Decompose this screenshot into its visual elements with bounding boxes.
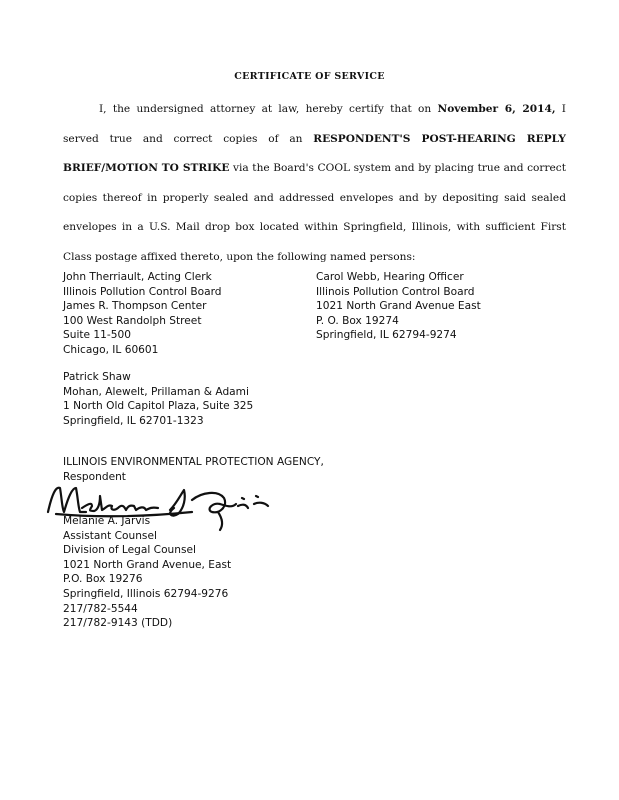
signer-city: Springfield, Illinois 62794-9276	[63, 587, 229, 600]
certificate-title: CERTIFICATE OF SERVICE	[234, 71, 385, 82]
agency-name: ILLINOIS ENVIRONMENTAL PROTECTION AGENCY,	[63, 456, 324, 468]
address-line: James R. Thompson Center	[63, 300, 207, 313]
address-line: Springfield, IL 62701-1323	[63, 414, 204, 427]
signer-name: Melanie A. Jarvis	[63, 515, 151, 527]
address-line: John Therriault, Acting Clerk	[63, 271, 212, 283]
address-line: 100 West Randolph Street	[63, 314, 202, 327]
address-line: Springfield, IL 62794-9274	[316, 329, 457, 342]
address-line: Suite 11-500	[63, 329, 131, 342]
signer-po-box: P.O. Box 19276	[63, 573, 143, 586]
address-line: Patrick Shaw	[63, 371, 131, 383]
address-line: Mohan, Alewelt, Prillaman & Adami	[63, 385, 249, 398]
recipient-counsel-address	[63, 370, 253, 428]
body-text-1: I, the undersigned attorney at law, hereby certify that on	[99, 103, 438, 115]
party-role: Respondent	[63, 470, 126, 483]
certificate-body	[63, 95, 566, 273]
signer-tdd: 217/782-9143 (TDD)	[63, 617, 173, 630]
address-line: Chicago, IL 60601	[63, 343, 159, 356]
body-text-3: via the Board's COOL system and by placing true and correct copies thereof in properly sealed and addressed envelopes and by depositing said sealed envelopes in a U.S. Mail drop box located within Springfield, Illinois, with sufficient First Class postage affixed thereto, upon the following named persons:	[63, 162, 566, 263]
service-date: November 6, 2014,	[437, 103, 556, 115]
address-line: 1021 North Grand Avenue East	[316, 300, 481, 313]
document-name: RESPONDENT'S POST-HEARING REPLY BRIEF/MOTION TO STRIKE	[63, 132, 566, 175]
address-line: 1 North Old Capitol Plaza, Suite 325	[63, 400, 254, 413]
recipient-hearing-officer-address	[316, 270, 481, 343]
address-line: P. O. Box 19274	[316, 314, 399, 327]
signer-title: Assistant Counsel	[63, 529, 157, 542]
address-line: Carol Webb, Hearing Officer	[316, 271, 464, 283]
signer-division: Division of Legal Counsel	[63, 544, 196, 557]
recipient-clerk-address	[63, 270, 222, 358]
signer-contact-block	[63, 514, 231, 631]
address-line: Illinois Pollution Control Board	[316, 285, 475, 298]
signer-phone: 217/782-5544	[63, 602, 138, 615]
body-text-2: I served true and correct copies of an	[63, 103, 566, 145]
address-line: Illinois Pollution Control Board	[63, 285, 222, 298]
signer-street: 1021 North Grand Avenue, East	[63, 558, 232, 571]
